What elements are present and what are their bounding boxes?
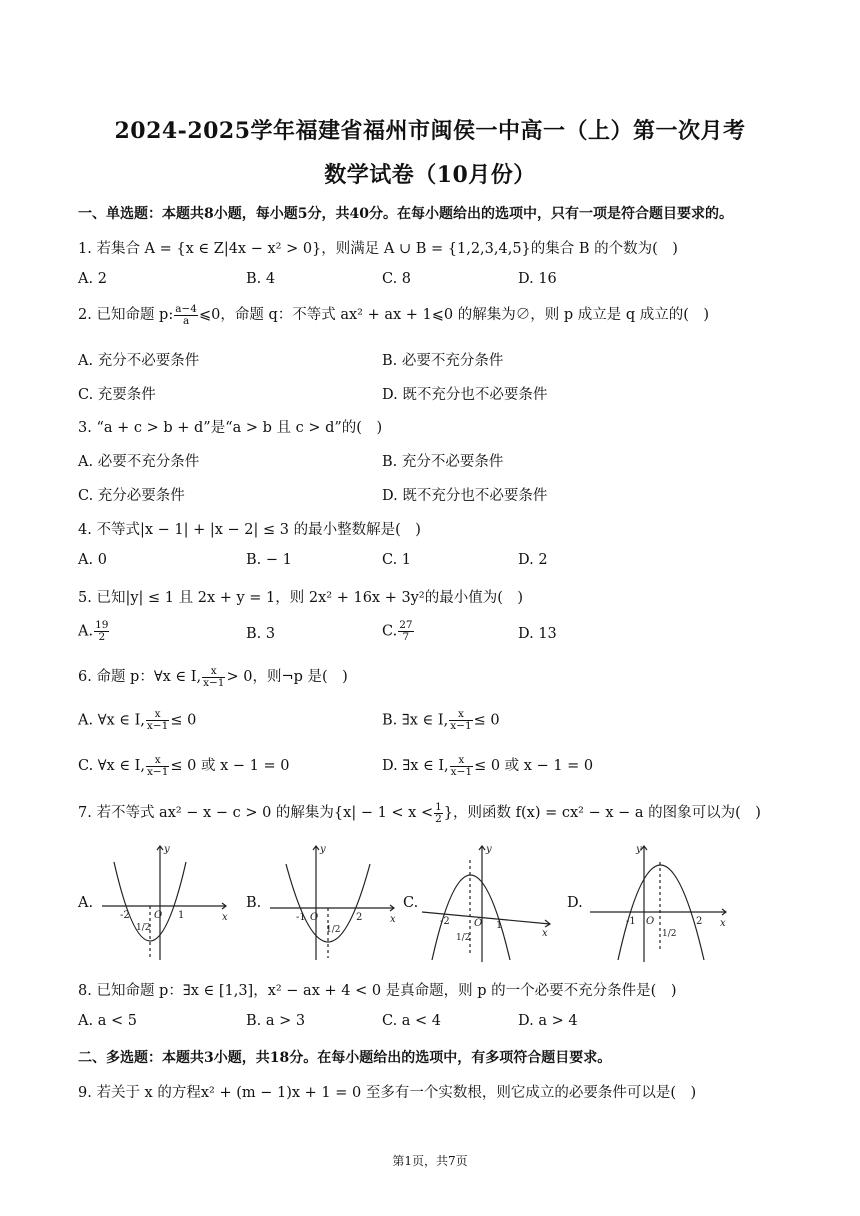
q7-a-y-label: y [164,844,170,855]
q6-d-post: ≤ 0 或 x − 1 = 0 [474,758,594,774]
q6-c-post: ≤ 0 或 x − 1 = 0 [170,758,290,774]
q7-c-right-root: 1 [496,920,503,931]
page-footer: 第1页，共7页 [392,1154,468,1168]
question-5: 5. 已知|y| ≤ 1 且 2x + y = 1，则 2x² + 16x + 3y²的最小值为( ) [78,590,524,606]
q7-graph-a [94,840,234,965]
q5-a-num: 19 [95,619,109,631]
q1-option-b: B. 4 [246,271,276,287]
q7-a-origin: O [154,910,163,921]
q7-c-left-root: -2 [440,916,450,927]
question-1: 1. 若集合 A = {x ∈ Z|4x − x² > 0}，则满足 A ∪ B = {1,2,3,4,5}的集合 B 的个数为( ) [78,241,678,257]
q7-d-x-label: x [720,918,726,929]
q6-stem-post: > 0，则¬p 是( ) [226,669,348,685]
q2-fraction [174,304,198,327]
q6-a-fraction [146,709,169,732]
q2-stem-pre: 2. 已知命题 p: [78,307,174,323]
q7-option-d-label: D. [567,895,583,911]
q6-stem-pre: 6. 命题 p：∀x ∈ I, [78,669,202,685]
q7-b-half: 1/2 [326,925,341,935]
q6-b-den: x−1 [450,720,472,732]
q6-c-num: x [146,755,169,767]
q6-c-den: x−1 [147,765,169,778]
q5-c-num: 27 [399,619,413,631]
q7-stem-pre: 7. 若不等式 ax² − x − c > 0 的解集为{x| − 1 < x < [78,805,434,821]
q5-c-fraction [398,620,413,643]
q6-den: x−1 [203,676,225,689]
q6-a-num: x [146,709,169,721]
q1-option-d: D. 16 [518,271,557,287]
q8-option-c: C. a < 4 [382,1013,442,1029]
q6-option-d [382,754,593,778]
q2-option-c: C. 充要条件 [78,387,156,403]
q6-option-a [78,709,196,732]
q7-b-left-root: -1 [296,912,306,923]
q7-fraction [434,802,443,825]
q7-c-half: 1/2 [456,933,471,943]
q6-c-pre: C. ∀x ∈ I, [78,758,146,774]
q7-option-c-label: C. [403,895,419,911]
q5-a-label: A. [78,623,94,640]
section-single-choice: 一、单选题：本题共8小题，每小题5分，共40分。在每小题给出的选项中，只有一项是符合题目要求的。 [78,206,733,222]
q7-c-x-label: x [542,928,548,939]
q6-b-pre: B. ∃x ∈ I, [382,712,449,729]
q3-option-a: A. 必要不充分条件 [78,454,200,470]
question-4: 4. 不等式|x − 1| + |x − 2| ≤ 3 的最小整数解是( ) [78,522,421,538]
q6-b-fraction [449,709,472,732]
q7-a-x-label: x [222,912,228,923]
exam-title: 2024-2025学年福建省福州市闽侯一中高一（上）第一次月考 [114,118,746,144]
q8-option-a: A. a < 5 [78,1013,137,1029]
q4-option-c: C. 1 [382,552,412,568]
exam-subtitle: 数学试卷（10月份） [324,162,536,188]
q6-a-den: x−1 [146,720,169,732]
q6-d-fraction [450,755,473,778]
q4-option-b: B. − 1 [246,552,292,568]
q5-a-fraction [94,620,109,643]
q2-option-d: D. 既不充分也不必要条件 [382,387,548,403]
q6-b-post: ≤ 0 [473,712,500,729]
q7-d-right-root: 2 [696,916,703,927]
q5-a-den: 2 [98,631,106,643]
q5-option-c [382,620,415,643]
q7-c-y-label: y [486,844,492,855]
q4-option-d: D. 2 [518,552,548,568]
q7-c-origin: O [474,918,483,929]
q6-a-pre: A. ∀x ∈ I, [78,712,145,729]
q6-num: x [202,666,225,678]
q7-half-num: 1 [435,800,442,813]
q7-b-y-label: y [320,844,326,855]
q5-option-a [78,620,110,643]
q8-option-d: D. a > 4 [518,1013,578,1029]
q6-option-b [382,709,500,732]
q5-option-d: D. 13 [518,626,557,642]
q7-b-origin: O [310,912,319,923]
q7-half-den: 2 [435,812,442,825]
q7-graph-c [418,840,558,965]
q7-b-right-root: 2 [356,912,363,923]
question-7 [78,801,761,825]
q6-d-den: x−1 [450,765,473,778]
q2-option-a: A. 充分不必要条件 [78,353,200,369]
q6-d-pre: D. ∃x ∈ I, [382,758,449,774]
q7-a-left-root: -2 [120,910,130,921]
section-multi-choice: 二、多选题：本题共3小题，共18分。在每小题给出的选项中，有多项符合题目要求。 [78,1050,612,1066]
q8-option-b: B. a > 3 [246,1013,306,1029]
q6-a-post: ≤ 0 [170,712,197,729]
q5-c-den: 7 [402,631,410,643]
q7-option-b-label: B. [246,895,262,911]
question-8: 8. 已知命题 p：∃x ∈ [1,3]，x² − ax + 4 < 0 是真命题，则 p 的一个必要不充分条件是( ) [78,983,677,999]
q7-d-y-label: y [636,844,642,855]
q7-a-half: 1/2 [136,923,151,933]
q1-option-a: A. 2 [78,271,107,287]
q6-d-num: x [450,755,473,767]
q7-stem-post: }，则函数 f(x) = cx² − x − a 的图象可以为( ) [443,805,761,821]
q7-a-right-root: 1 [178,910,185,921]
q7-d-origin: O [646,916,655,927]
q6-c-fraction [146,755,169,778]
q7-b-x-label: x [390,914,396,925]
q7-d-left-root: -1 [626,916,636,927]
q3-option-d: D. 既不充分也不必要条件 [382,488,548,504]
q2-option-b: B. 必要不充分条件 [382,353,504,369]
q7-graph-b [262,840,402,965]
question-2 [78,303,709,327]
question-3: 3. “a + c > b + d”是“a > b 且 c > d”的( ) [78,420,383,436]
q2-stem-post: ⩽0，命题 q：不等式 ax² + ax + 1⩽0 的解集为∅，则 p 成立是 q 成立的( ) [198,307,710,323]
q2-frac-num: a−4 [175,302,197,315]
q5-option-b: B. 3 [246,626,276,642]
q7-graph-d [584,840,734,965]
q6-option-c [78,754,290,778]
q1-option-c: C. 8 [382,271,412,287]
q4-option-a: A. 0 [78,552,107,568]
q5-c-label: C. [382,623,398,640]
q7-option-a-label: A. [78,895,94,911]
q3-option-c: C. 充分必要条件 [78,488,185,504]
question-9: 9. 若关于 x 的方程x² + (m − 1)x + 1 = 0 至多有一个实数根，则它成立的必要条件可以是( ) [78,1085,697,1101]
q6-fraction [202,666,225,689]
question-6 [78,665,348,689]
q3-option-b: B. 充分不必要条件 [382,454,504,470]
q7-d-half: 1/2 [662,929,677,939]
q2-frac-den: a [182,314,190,327]
q6-b-num: x [449,709,472,721]
